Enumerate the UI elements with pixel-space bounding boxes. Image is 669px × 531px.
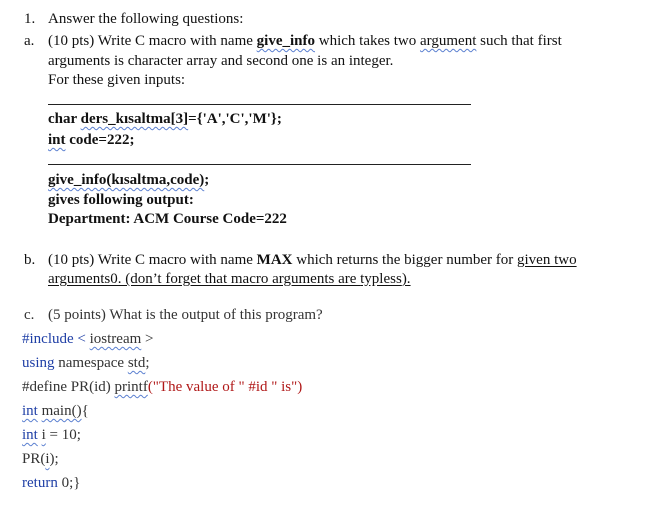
part-b-line-1: (10 pts) Write C macro with name MAX which returns the bigger number for given two [48, 252, 577, 268]
code-line-pr-call: PR(i); [22, 451, 59, 467]
code-line-define: #define PR(id) printf("The value of " #id " is") [22, 379, 303, 395]
part-c-question: (5 points) What is the output of this program? [48, 307, 323, 323]
question-title: Answer the following questions: [48, 11, 244, 27]
code-line-return: return 0;} [22, 475, 81, 491]
code-call: give_info(kısaltma,code); [48, 172, 210, 188]
part-a-line-1: (10 pts) Write C macro with name give_info which takes two argument such that first [48, 33, 562, 49]
horizontal-rule [48, 104, 471, 105]
output-label: gives following output: [48, 192, 194, 208]
part-a-line-2: arguments is character array and second one is an integer. [48, 53, 394, 69]
output-value: Department: ACM Course Code=222 [48, 211, 287, 227]
question-number: 1. [24, 11, 36, 27]
code-line-main: int main(){ [22, 403, 89, 419]
part-b-line-2: arguments0. (don’t forget that macro arguments are typless). [48, 271, 411, 287]
code-line-int-i: int i = 10; [22, 427, 81, 443]
part-a-letter: a. [24, 33, 35, 49]
part-b-letter: b. [24, 252, 36, 268]
code-line-include: #include < iostream > [22, 331, 154, 347]
part-c-letter: c. [24, 307, 35, 323]
horizontal-rule [48, 164, 471, 165]
code-int-code: int code=222; [48, 132, 135, 148]
part-a-line-3: For these given inputs: [48, 72, 186, 88]
code-line-using: using namespace std; [22, 355, 150, 371]
code-char-array: char ders_kısaltma[3]={'A','C','M'}; [48, 111, 282, 127]
